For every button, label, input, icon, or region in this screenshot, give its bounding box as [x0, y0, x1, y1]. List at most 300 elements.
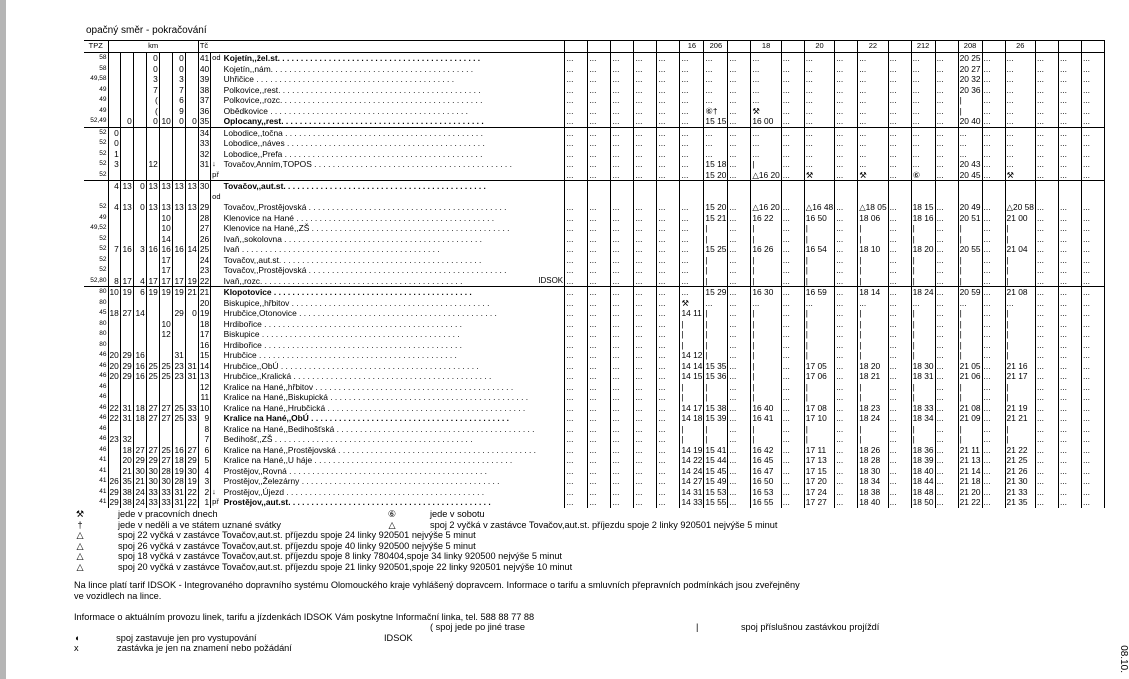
departure-time: ...	[835, 308, 858, 319]
passes-text: spoj příslušnou zastávkou projíždí	[740, 622, 880, 632]
departure-time: ...	[588, 466, 611, 477]
departure-time: ⑥†	[704, 106, 728, 117]
zone-note	[537, 350, 565, 361]
departure-time: |	[958, 340, 982, 351]
zone-note	[537, 476, 565, 487]
km-cell	[159, 127, 172, 138]
stop-name: Lobodice,,Prefa . . .	[224, 149, 536, 160]
departure-time: |	[1005, 392, 1035, 403]
km-cell	[185, 159, 198, 170]
departure-time: 18 34	[912, 413, 934, 423]
departure-time: ...	[935, 127, 958, 138]
departure-time: ...	[911, 149, 935, 160]
departure-time: ...	[1058, 138, 1081, 149]
km-cell: 30	[159, 476, 172, 487]
departure-time: ...	[935, 455, 958, 466]
departure-time: 15 44	[705, 455, 727, 465]
departure-time: ...	[588, 329, 611, 340]
departure-time: ...	[611, 170, 634, 181]
train-number-header	[1058, 41, 1081, 53]
departure-time: ...	[781, 434, 804, 445]
km-cell	[133, 64, 146, 75]
idsok-label: IDSOK	[384, 633, 413, 643]
departure-time: ...	[1081, 85, 1104, 96]
km-cell: 22	[109, 413, 119, 423]
km-cell	[108, 85, 120, 96]
km-cell	[146, 424, 159, 435]
departure-time: ...	[588, 202, 611, 213]
departure-time: ...	[704, 95, 728, 106]
km-cell	[120, 255, 133, 266]
departure-time: ...	[781, 350, 804, 361]
departure-time: ...	[634, 340, 657, 351]
departure-time: ...	[982, 116, 1005, 127]
departure-time: ...	[634, 445, 657, 456]
departure-time: 21 19	[1005, 403, 1035, 414]
km-cell: 18	[109, 308, 119, 318]
departure-time: ...	[982, 202, 1005, 213]
departure-time: ⚒	[804, 170, 834, 181]
departure-time: ...	[835, 64, 858, 75]
departure-time: ...	[781, 255, 804, 266]
departure-time: ...	[657, 455, 680, 466]
departure-time: ...	[781, 170, 804, 181]
departure-time: ...	[1035, 202, 1058, 213]
departure-time: ...	[781, 265, 804, 276]
departure-time: ...	[634, 403, 657, 414]
km-cell: 33	[185, 403, 198, 414]
stop-name-cell	[223, 138, 537, 149]
departure-time	[634, 181, 657, 192]
km-cell: 18	[133, 413, 146, 424]
departure-time: 18 24	[858, 413, 888, 424]
departure-time	[588, 181, 611, 192]
km-cell	[133, 329, 146, 340]
departure-time: ...	[588, 455, 611, 466]
departure-time	[611, 192, 634, 203]
departure-time: ...	[858, 64, 888, 75]
departure-time: ...	[835, 170, 858, 181]
departure-time: ...	[835, 149, 858, 160]
departure-time: ...	[657, 497, 680, 508]
arr-dep-mark	[211, 361, 223, 372]
arr-dep-mark	[211, 403, 223, 414]
departure-time: ...	[911, 298, 935, 309]
stop-number: 37	[199, 95, 210, 105]
departure-time: ...	[888, 350, 911, 361]
departure-time: ...	[588, 434, 611, 445]
km-cell: 29	[109, 497, 119, 507]
departure-time: 15 18	[705, 159, 727, 169]
departure-time: ...	[835, 476, 858, 487]
km-cell	[185, 265, 198, 276]
km-cell: 25	[172, 403, 185, 414]
km-cell: 13	[159, 202, 172, 213]
departure-time: |	[958, 255, 982, 266]
departure-time	[888, 192, 911, 203]
departure-time: ...	[565, 497, 588, 508]
departure-time: ...	[657, 329, 680, 340]
km-cell	[108, 265, 120, 276]
departure-time: |	[751, 434, 781, 445]
arr-dep-mark	[211, 298, 223, 309]
km-cell	[159, 149, 172, 160]
departure-time: ...	[1058, 287, 1081, 298]
arr-dep-mark	[211, 234, 223, 245]
departure-time: ...	[1035, 127, 1058, 138]
departure-time: |	[911, 308, 935, 319]
departure-time: ...	[565, 329, 588, 340]
stop-number: 39	[199, 74, 210, 84]
zone-note	[537, 413, 565, 424]
departure-time: 21 21	[1005, 413, 1035, 424]
table-row	[84, 106, 1104, 117]
departure-time: ...	[704, 64, 728, 75]
km-cell	[108, 424, 120, 435]
km-cell	[185, 382, 198, 393]
departure-time: ...	[1081, 234, 1104, 245]
departure-time: ...	[781, 64, 804, 75]
departure-time: ...	[1035, 159, 1058, 170]
departure-time: ...	[781, 287, 804, 298]
km-cell	[108, 223, 120, 234]
stop-number: 15	[199, 350, 210, 360]
stop-name-cell	[223, 350, 537, 361]
departure-time	[835, 192, 858, 203]
arr-dep-mark	[211, 95, 223, 106]
departure-time: ...	[634, 223, 657, 234]
departure-time: ...	[835, 382, 858, 393]
stop-name: Prostějov,,Železárny . . .	[224, 476, 536, 487]
stop-number: 24	[199, 254, 210, 265]
departure-time: ...	[958, 149, 982, 160]
departure-time: ...	[634, 455, 657, 466]
departure-time: ...	[1058, 298, 1081, 309]
stop-name-cell	[223, 106, 537, 117]
departure-time: ...	[588, 350, 611, 361]
departure-time: |	[751, 255, 781, 266]
departure-time: |	[680, 329, 704, 340]
departure-time: ...	[680, 74, 704, 85]
departure-time: |	[911, 392, 935, 403]
departure-time: ...	[1035, 255, 1058, 266]
departure-time	[704, 181, 728, 192]
departure-time: ...	[888, 276, 911, 287]
departure-time: ...	[935, 223, 958, 234]
departure-time: ...	[935, 202, 958, 213]
departure-time: ...	[588, 64, 611, 75]
legend-symbol-icon: △	[76, 561, 84, 572]
departure-time: ...	[888, 476, 911, 487]
departure-time: ...	[888, 149, 911, 160]
departure-time: ...	[1035, 298, 1058, 309]
zone-note	[537, 95, 565, 106]
km-cell	[133, 424, 146, 435]
km-cell: 27	[133, 445, 146, 456]
km-cell: 20	[109, 371, 119, 381]
stop-name: Hrubčice . . .	[224, 350, 536, 361]
departure-time: ...	[982, 287, 1005, 298]
departure-time: ...	[680, 276, 704, 287]
km-cell	[185, 149, 198, 160]
legend-text: jede v neděli a ve státem uznané svátky	[118, 519, 281, 530]
departure-time: |	[751, 382, 781, 393]
departure-time: ...	[781, 53, 804, 64]
departure-time: ...	[958, 138, 982, 149]
departure-time: 15 53	[705, 486, 727, 497]
departure-time: ...	[911, 116, 935, 127]
departure-time: ...	[565, 445, 588, 456]
departure-time: ...	[781, 138, 804, 149]
tpz-cell: 52	[84, 127, 108, 138]
stop-name-cell	[223, 403, 537, 414]
departure-time: ...	[911, 85, 935, 96]
table-row	[84, 138, 1104, 149]
km-cell	[120, 424, 133, 435]
departure-time: ...	[835, 95, 858, 106]
km-cell	[185, 434, 198, 445]
departure-time: ...	[634, 382, 657, 393]
stop-name: Kralice na Hané,,hřbitov . . .	[224, 382, 536, 393]
stop-name-cell	[223, 149, 537, 160]
departure-time: ...	[565, 64, 588, 75]
km-cell	[133, 170, 146, 181]
km-cell: 13	[172, 181, 185, 192]
departure-time: ...	[657, 413, 680, 424]
departure-time: ...	[888, 487, 911, 498]
departure-time: ...	[611, 434, 634, 445]
departure-time: ...	[611, 106, 634, 117]
table-row	[84, 234, 1104, 245]
departure-time: ...	[728, 413, 751, 424]
stop-name: Bedihošť,,ZŠ . . .	[224, 434, 536, 445]
timetable	[84, 40, 1105, 508]
departure-time: ...	[657, 64, 680, 75]
departure-time: ...	[1081, 95, 1104, 106]
stop-name: Klopotovice . . .	[224, 287, 536, 298]
departure-time: ...	[1081, 424, 1104, 435]
departure-time: ...	[982, 413, 1005, 424]
legend-text: spoj 20 vyčká v zastávce Tovačov,aut.st. příjezdu spoje 21 linky 920501,spoje 22 linky 920501 nejvýše 10 minut	[118, 561, 573, 572]
departure-time: |	[958, 434, 982, 445]
departure-time: ...	[634, 116, 657, 127]
departure-time: ...	[911, 74, 935, 85]
table-row	[84, 181, 1104, 192]
departure-time: ...	[982, 455, 1005, 466]
stop-name-cell	[223, 382, 537, 393]
arr-dep-mark	[211, 371, 223, 382]
stop-number: 5	[198, 455, 210, 466]
stop-name: Tovačov,,Prostějovská . . .	[224, 202, 536, 213]
departure-time: 21 14	[959, 465, 981, 476]
departure-time	[565, 192, 588, 203]
departure-time: ...	[982, 497, 1005, 508]
km-cell: 17	[146, 276, 159, 287]
table-row	[84, 476, 1104, 487]
departure-time: ...	[911, 64, 935, 75]
departure-time: 15 25	[705, 244, 727, 254]
zone-note	[537, 329, 565, 340]
stop-number: 3	[198, 476, 210, 487]
departure-time: 18 10	[858, 244, 888, 255]
km-cell: 14	[133, 308, 146, 319]
stop-name-cell	[223, 319, 537, 330]
departure-time: ...	[657, 434, 680, 445]
departure-time: 15 45	[705, 465, 727, 476]
departure-time: ...	[888, 64, 911, 75]
departure-time: ...	[858, 159, 888, 170]
departure-time: ...	[1035, 85, 1058, 96]
departure-time: ...	[781, 223, 804, 234]
departure-time: ...	[1081, 392, 1104, 403]
departure-time: ...	[804, 106, 834, 117]
departure-time	[1058, 192, 1081, 203]
departure-time: ...	[611, 466, 634, 477]
departure-time: ...	[1081, 403, 1104, 414]
stop-number: 7	[198, 434, 210, 445]
km-cell: 10	[109, 287, 119, 297]
departure-time: ...	[1058, 159, 1081, 170]
tpz-cell: 58	[99, 64, 107, 72]
km-cell: 4	[108, 181, 120, 192]
km-cell	[108, 106, 120, 117]
km-cell	[172, 434, 185, 445]
km-cell	[146, 192, 159, 203]
departure-time: ...	[704, 53, 728, 64]
departure-time: ...	[1081, 116, 1104, 127]
table-row	[84, 192, 1104, 203]
departure-time: ...	[588, 287, 611, 298]
departure-time: ...	[858, 298, 888, 309]
departure-time: ...	[858, 95, 888, 106]
departure-time: ...	[835, 361, 858, 372]
departure-time: ...	[1035, 487, 1058, 498]
departure-time: 21 22	[959, 497, 981, 507]
departure-time: ...	[835, 319, 858, 330]
arr-dep-mark: od	[211, 53, 223, 64]
departure-time: 18 20	[858, 361, 888, 372]
zone-note	[537, 53, 565, 64]
stop-name: Klenovice na Hané,,ZŠ . . .	[224, 223, 536, 234]
departure-time: ...	[565, 371, 588, 382]
departure-time: |	[958, 95, 982, 106]
tpz-cell: 41	[99, 456, 107, 463]
km-cell	[108, 340, 120, 351]
departure-time: ...	[888, 127, 911, 138]
departure-time: ...	[1058, 487, 1081, 498]
departure-time: ...	[657, 382, 680, 393]
table-row	[84, 149, 1104, 160]
departure-time: |	[804, 223, 834, 234]
zone-note	[537, 298, 565, 309]
departure-time: ...	[728, 434, 751, 445]
table-row	[84, 350, 1104, 361]
departure-time	[781, 181, 804, 192]
legend-row	[70, 509, 990, 520]
tpz-cell: 52	[99, 170, 107, 178]
departure-time: ...	[704, 138, 728, 149]
departure-time: ...	[935, 95, 958, 106]
departure-time: |	[1005, 329, 1035, 340]
departure-time	[1005, 181, 1035, 192]
departure-time: ⚒	[680, 298, 704, 309]
departure-time: ...	[634, 244, 657, 255]
departure-time	[911, 181, 935, 192]
arr-dep-mark	[211, 276, 223, 287]
departure-time: ...	[1081, 350, 1104, 361]
stop-name: Prostějov,,aut.st. . . .	[224, 497, 536, 508]
departure-time: ...	[611, 202, 634, 213]
legend-row	[70, 530, 990, 541]
departure-time: ...	[611, 371, 634, 382]
departure-time: ...	[1058, 466, 1081, 477]
departure-time: 16 42	[751, 445, 781, 456]
departure-time: ...	[1081, 329, 1104, 340]
departure-time: 18 48	[912, 486, 934, 497]
departure-time: ...	[634, 319, 657, 330]
km-cell	[159, 298, 172, 309]
departure-time: 21 09	[959, 413, 981, 423]
departure-time: ...	[565, 276, 588, 287]
stop-name-cell	[223, 234, 537, 245]
km-cell	[146, 319, 159, 330]
departure-time: ...	[565, 116, 588, 127]
departure-time: ...	[982, 424, 1005, 435]
stop-number: 21	[199, 287, 210, 297]
zone-note	[537, 181, 565, 192]
departure-time: ...	[1035, 116, 1058, 127]
km-cell	[146, 308, 159, 319]
departure-time: ...	[781, 244, 804, 255]
departure-time: ...	[1005, 85, 1035, 96]
departure-time: ...	[982, 213, 1005, 224]
departure-time: ...	[751, 95, 781, 106]
arr-dep-mark	[211, 265, 223, 276]
departure-time: ...	[680, 255, 704, 266]
departure-time: ...	[634, 127, 657, 138]
departure-time: ...	[935, 382, 958, 393]
train-number-header: 212	[911, 41, 935, 53]
departure-time: ...	[1081, 298, 1104, 309]
stop-number: 2	[198, 487, 210, 498]
departure-time: ...	[657, 276, 680, 287]
departure-time: ...	[858, 149, 888, 160]
departure-time: ...	[935, 116, 958, 127]
departure-time: ...	[634, 149, 657, 160]
km-cell: 8	[108, 276, 120, 287]
departure-time: 20 55	[959, 244, 981, 254]
departure-time	[657, 181, 680, 192]
stop-name: Prostějov,,Újezd . . .	[224, 487, 536, 498]
stop-number: 26	[199, 233, 210, 244]
km-cell: 25	[159, 371, 172, 382]
departure-time: 18 40	[912, 465, 934, 476]
departure-time: ...	[1035, 287, 1058, 298]
departure-time	[634, 192, 657, 203]
departure-time: |	[1005, 276, 1035, 287]
km-cell	[159, 106, 172, 117]
departure-time: ...	[835, 329, 858, 340]
arr-dep-mark: ↓	[211, 487, 223, 498]
km-cell: 30	[185, 466, 198, 477]
departure-time: ...	[588, 244, 611, 255]
tpz-cell: 46	[99, 351, 107, 358]
departure-time: ...	[888, 116, 911, 127]
stop-name: Lobodice,,náves . . .	[224, 138, 536, 149]
departure-time: |	[804, 276, 834, 287]
departure-time: 21 13	[959, 455, 981, 465]
departure-time: 18 06	[858, 213, 888, 224]
